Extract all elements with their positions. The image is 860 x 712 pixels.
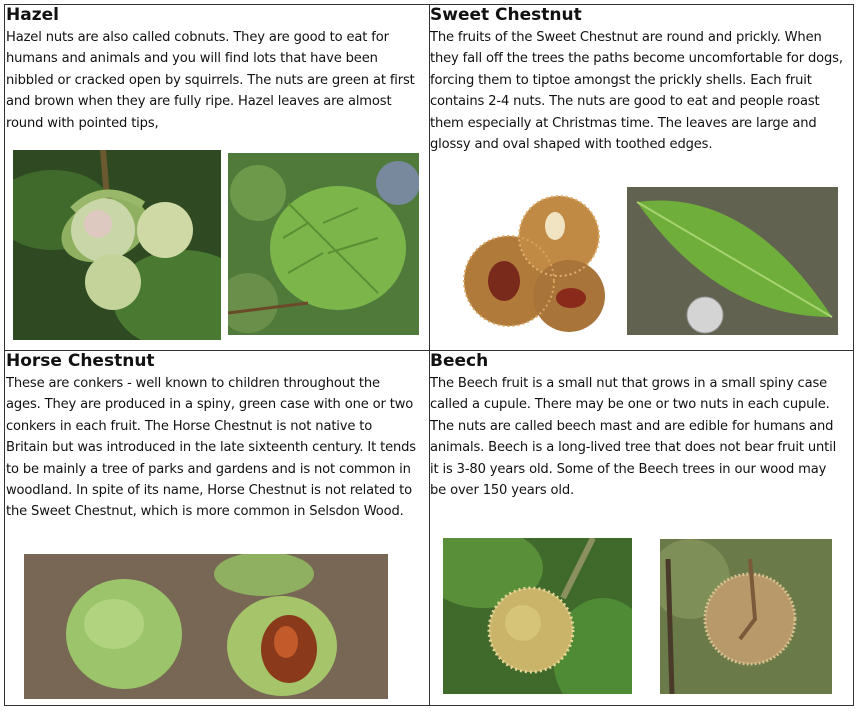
hazel-title: Hazel bbox=[6, 5, 59, 25]
beech-text: The Beech fruit is a small nut that grows in a small spiny case called a cupule. There may be one or two nuts in each cupule. The nuts are called beech mast and are edible for humans and animals. Beech is a long-lived tree that does not bear fruit until it is 3-80 years old. Some of the Beech trees in our wood may be over 150 years old. bbox=[430, 376, 837, 499]
horse-chestnut-photo bbox=[24, 554, 388, 699]
beech-title: Beech bbox=[430, 351, 489, 371]
sweet-chestnut-fruit-photo bbox=[459, 186, 608, 334]
hazel-text: Hazel nuts are also called cobnuts. They are good to eat for humans and animals and you will find lots that have been nibbled or cracked open by squirrels. The nuts are green at first and brown when they are fully ripe. Hazel leaves are almost round with pointed tips, bbox=[6, 30, 415, 131]
hazel-nuts-photo bbox=[13, 150, 221, 340]
sweet-chestnut-leaf-photo bbox=[627, 187, 838, 335]
beech-husk-photo bbox=[660, 539, 832, 694]
hazel-leaf-photo bbox=[228, 153, 419, 335]
beech-cupule-photo bbox=[443, 538, 632, 694]
horse-chestnut-title: Horse Chestnut bbox=[6, 351, 155, 371]
sweet-chestnut-text: The fruits of the Sweet Chestnut are round and prickly. When they fall off the trees the paths become uncomfortable for dogs, forcing them to tiptoe amongst the prickly shells. Each fruit contains 2-4 nuts. The nuts are good to eat and people roast them especially at Christmas time. The leaves are large and glossy and oval shaped with toothed edges. bbox=[430, 30, 843, 153]
sweet-chestnut-title: Sweet Chestnut bbox=[430, 5, 582, 25]
horse-chestnut-text: These are conkers - well known to children throughout the ages. They are produced in a spiny, green case with one or two conkers in each fruit. The Horse Chestnut is not native to Britain but was introduced in the late sixteenth century. It tends to be mainly a tree of parks and gardens and is not common in woodland. In spite of its name, Horse Chestnut is not related to the Sweet Chestnut, which is more common in Selsdon Wood. bbox=[6, 376, 416, 520]
